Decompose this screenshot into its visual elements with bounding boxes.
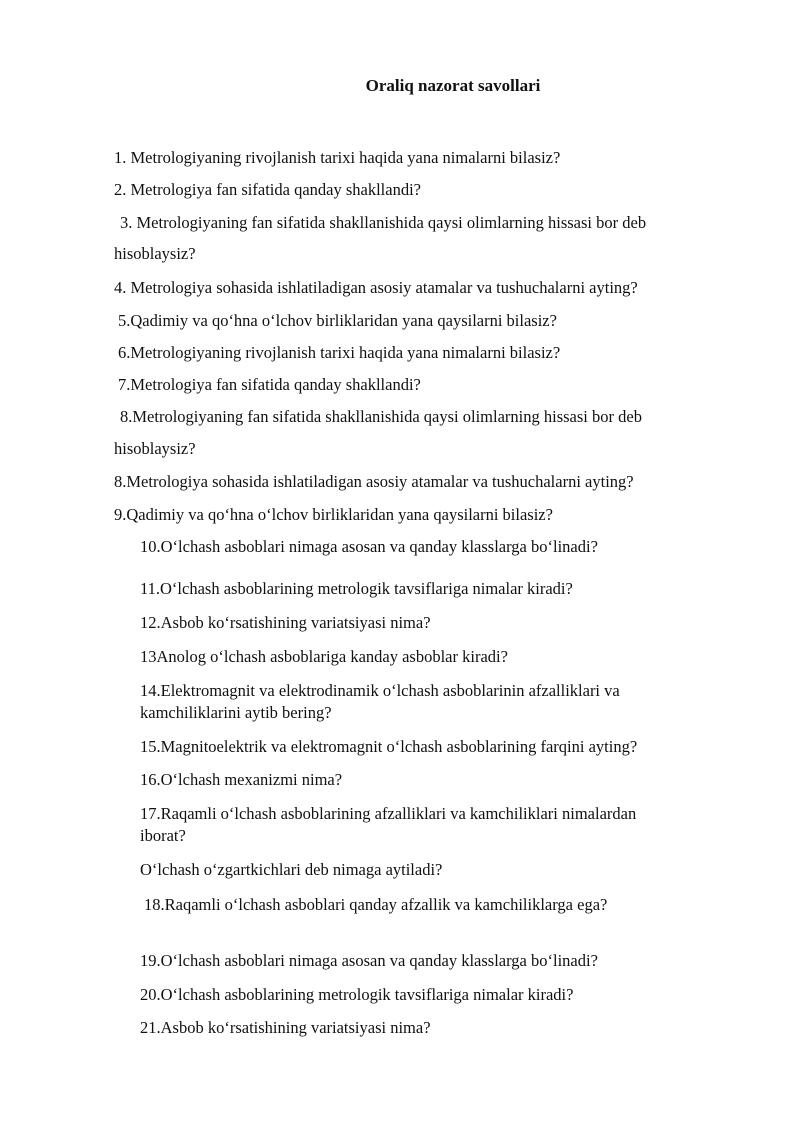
question-6: 6.Metrologiyaning rivojlanish tarixi haqida yana nimalarni bilasiz? (118, 343, 561, 362)
question-3-line-2: hisoblaysiz? (114, 244, 196, 263)
question-unnumbered: O‘lchash o‘zgartkichlari deb nimaga aytiladi? (140, 860, 443, 879)
question-21: 21.Asbob ko‘rsatishining variatsiyasi nima? (140, 1018, 431, 1037)
question-16: 16.O‘lchash mexanizmi nima? (140, 770, 343, 789)
question-11: 11.O‘lchash asboblarining metrologik tavsiflariga nimalar kiradi? (140, 579, 573, 598)
question-7: 7.Metrologiya fan sifatida qanday shakllandi? (118, 375, 421, 394)
question-17-line-2: iborat? (140, 826, 186, 845)
question-18: 18.Raqamli o‘lchash asboblari qanday afzallik va kamchiliklarga ega? (144, 895, 608, 914)
question-8-line-2: hisoblaysiz? (114, 439, 196, 458)
question-13: 13Anolog o‘lchash asboblariga kanday asboblar kiradi? (140, 647, 508, 666)
question-12: 12.Asbob ko‘rsatishining variatsiyasi nima? (140, 613, 431, 632)
question-4: 4. Metrologiya sohasida ishlatiladigan asosiy atamalar va tushuchalarni ayting? (114, 278, 638, 297)
question-17-line-1: 17.Raqamli o‘lchash asboblarining afzalliklari va kamchiliklari nimalardan (140, 804, 637, 823)
question-1: 1. Metrologiyaning rivojlanish tarixi haqida yana nimalarni bilasiz? (114, 148, 561, 167)
question-20: 20.O‘lchash asboblarining metrologik tavsiflariga nimalar kiradi? (140, 985, 574, 1004)
question-5: 5.Qadimiy va qo‘hna o‘lchov birliklaridan yana qaysilarni bilasiz? (118, 311, 557, 330)
question-9: 9.Qadimiy va qo‘hna o‘lchov birliklaridan yana qaysilarni bilasiz? (114, 505, 553, 524)
question-19: 19.O‘lchash asboblari nimaga asosan va qanday klasslarga bo‘linadi? (140, 951, 598, 970)
question-15: 15.Magnitoelektrik va elektromagnit o‘lchash asboblarining farqini ayting? (140, 737, 638, 756)
question-14-line-1: 14.Elektromagnit va elektrodinamik o‘lchash asboblarinin afzalliklari va (140, 681, 620, 700)
question-2: 2. Metrologiya fan sifatida qanday shakllandi? (114, 180, 421, 199)
question-10: 10.O‘lchash asboblari nimaga asosan va qanday klasslarga bo‘linadi? (140, 537, 598, 556)
question-14-line-2: kamchiliklarini aytib bering? (140, 703, 332, 722)
question-3-line-1: 3. Metrologiyaning fan sifatida shakllanishida qaysi olimlarning hissasi bor deb (120, 213, 647, 232)
question-8-line-1: 8.Metrologiyaning fan sifatida shakllanishida qaysi olimlarning hissasi bor deb (120, 407, 642, 426)
question-8b: 8.Metrologiya sohasida ishlatiladigan asosiy atamalar va tushuchalarni ayting? (114, 472, 634, 491)
page-title: Oraliq nazorat savollari (365, 76, 541, 95)
